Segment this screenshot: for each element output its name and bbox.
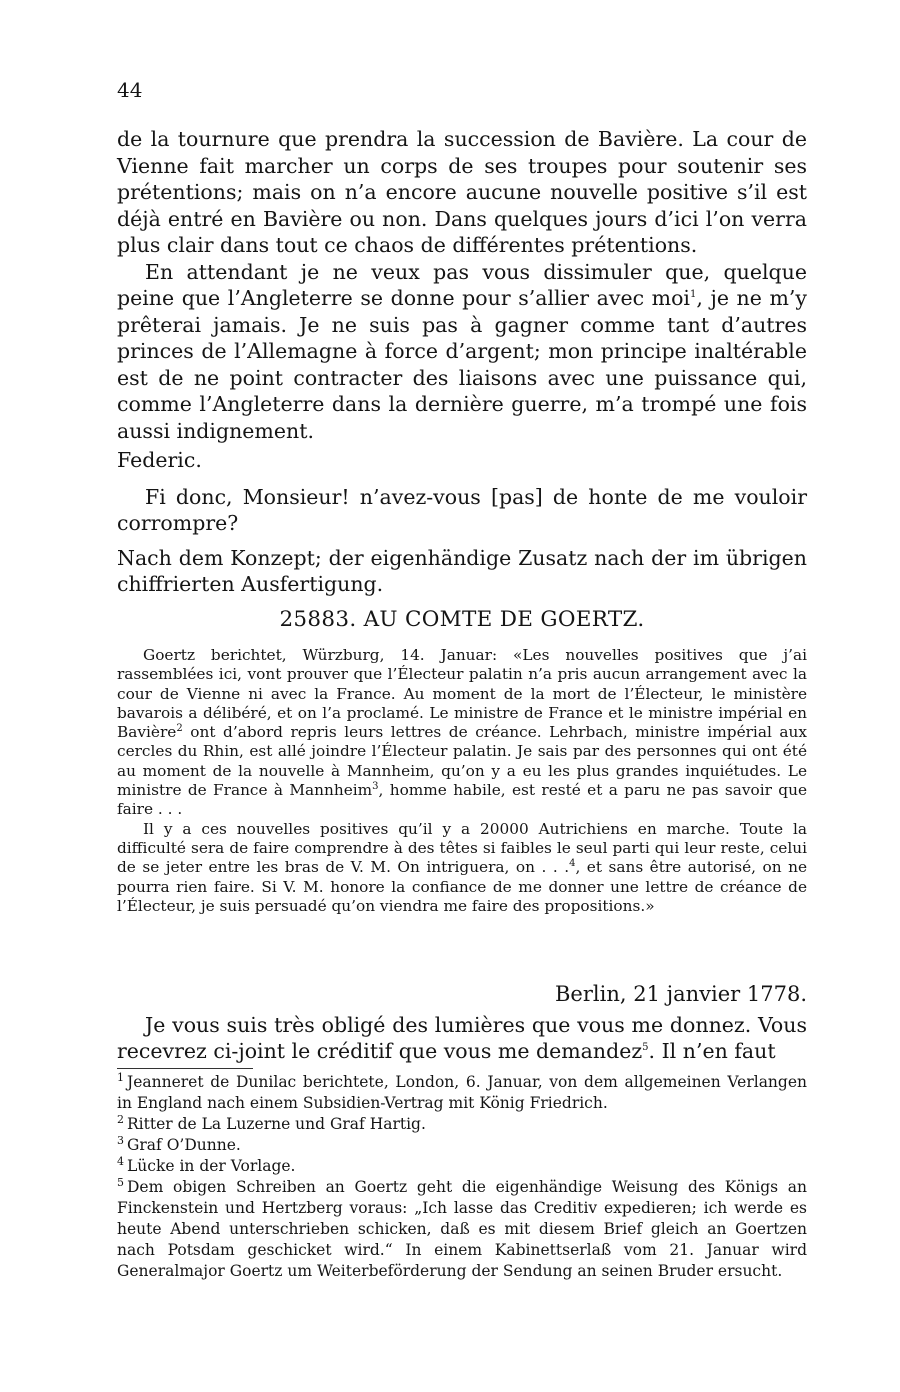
page-number: 44: [117, 78, 143, 102]
footnote-mark-3: 3: [117, 1133, 124, 1147]
dateline: Berlin, 21 janvier 1778.: [555, 982, 807, 1006]
report-text-d: Il y a ces nouvelles positives qu’il y a 20000 Autrichiens en marche. Toute la difficulté sera de faire comprendre à des têtes si faibles le seul parti qui leur reste, celui de se jeter entre les bras de V. M. On intriguera, on . . .: [117, 819, 807, 877]
report-paragraph-2: [117, 820, 807, 916]
report-text-a: Goertz berichtet, Würzburg, 14. Januar: «Les nouvelles positives que j’ai rassemblées ici, vont prouver que l’Électeur palatin n’a pris aucun arrangement avec la cour de Vienne ni avec la France. Au moment de la mort de l’Électeur, le ministère bavarois a délibéré, et on l’a proclamé. Le ministre de France et le ministre impérial en Bavière: [117, 646, 807, 742]
footnote-ref-2: 2: [176, 723, 183, 735]
footnote-5: [117, 1177, 807, 1282]
footnote-text-5: Dem obigen Schreiben an Goertz geht die eigenhändige Weisung des Königs an Finckenstein und Hertzberg voraus: „Ich lasse das Creditiv expedieren; ich werde es heute Abend unterschrieben schicken, daß es mit diesem Brief gleich an Goertzen nach Potsdam geschicket wird.“ In einem Kabinettserlaß vom 21. Januar wird Generalmajor Goertz um Weiterbeförderung der Sendung an seinen Bruder ersucht.: [117, 1178, 807, 1280]
paragraph-2: [117, 259, 807, 445]
paragraph-2-text-a: En attendant je ne veux pas vous dissimuler que, quelque peine que l’Angleterre se donne pour s’allier avec moi: [117, 259, 807, 310]
report-text-e: , et sans être autorisé, on ne pourra rien faire. Si V. M. honore la confiance de me donner une lettre de créance de l’Électeur, je suis persuadé qu’on viendra me faire des propositions.»: [117, 858, 807, 915]
source-note: Nach dem Konzept; der eigenhändige Zusatz nach der im übrigen chiffrierten Ausfertigung.: [117, 545, 807, 596]
footnote-mark-5: 5: [117, 1175, 124, 1189]
paragraph-2-text-b: , je ne m’y prêterai jamais. Je ne suis pas à gagner comme tant d’autres princes de l’Allemagne à force d’argent; mon principe inaltérable est de ne point contracter des liaisons avec une puissance qui, comme l’Angleterre dans la dernière guerre, m’a trompé une fois aussi indignement.: [117, 286, 807, 443]
footnote-4: [117, 1156, 807, 1177]
report-summary: [117, 646, 807, 916]
footnote-ref-5: 5: [642, 1042, 649, 1054]
report-paragraph-1: [117, 646, 807, 820]
signature: Federic.: [117, 448, 202, 472]
footnote-2: [117, 1114, 807, 1135]
report-text-b: ont d’abord repris leurs lettres de créance. Lehrbach, ministre impérial aux cercles du Rhin, est allé joindre l’Électeur palatin. Je sais par des personnes qui ont été au moment de la nouvelle à Mannheim, qu’on y a eu les plus grandes inquiétudes. Le ministre de France à Mannheim: [117, 723, 807, 800]
footnote-mark-4: 4: [117, 1154, 124, 1168]
report-text-c: , homme habile, est resté et a paru ne pas savoir que faire . . .: [117, 781, 808, 819]
footnote-text-2: Ritter de La Luzerne und Graf Hartig.: [127, 1115, 426, 1133]
footnote-text-3: Graf O’Dunne.: [127, 1136, 241, 1154]
footnote-1: [117, 1072, 807, 1114]
footnote-ref-1: 1: [689, 289, 697, 301]
letter-text-b: . Il n’en faut: [648, 1039, 776, 1063]
footnote-divider: [117, 1068, 253, 1069]
footnote-ref-4: 4: [569, 858, 576, 870]
paragraph-1: de la tournure que prendra la succession de Bavière. La cour de Vienne fait marcher un corps de ses troupes pour soutenir ses prétentions; mais on n’a encore aucune nouvelle positive s’il est déjà entré en Bavière ou non. Dans quelques jours d’ici l’on verra plus clair dans tout ce chaos de différentes prétentions.: [117, 127, 807, 257]
footnote-mark-2: 2: [117, 1112, 124, 1126]
footnote-mark-1: 1: [117, 1070, 124, 1084]
letter-text-a: Je vous suis très obligé des lumières que vous me donnez. Vous recevrez ci-joint le créditif que vous me demandez: [117, 1013, 807, 1063]
footnotes: [117, 1072, 807, 1282]
footnote-ref-3: 3: [372, 780, 379, 792]
section-heading: 25883. AU COMTE DE GOERTZ.: [279, 607, 645, 632]
footnote-text-1: Jeanneret de Dunilac berichtete, London, 6. Januar, von dem allgemeinen Verlangen in England nach einem Subsidien-Vertrag mit König Friedrich.: [117, 1073, 807, 1112]
letter-paragraph: [117, 1012, 807, 1064]
footnote-3: [117, 1135, 807, 1156]
letter-body: [117, 1012, 807, 1064]
footnote-text-4: Lücke in der Vorlage.: [127, 1157, 296, 1175]
postscript: Fi donc, Monsieur! n’avez-vous [pas] de honte de me vouloir corrompre?: [117, 484, 807, 535]
main-text: [117, 126, 807, 598]
